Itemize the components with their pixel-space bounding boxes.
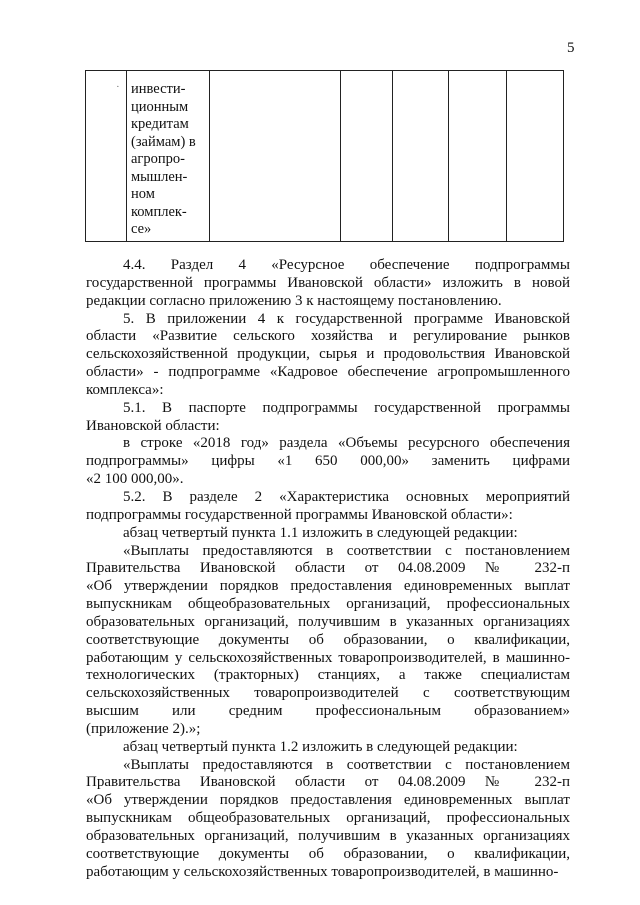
text-line: сельскохозяйственных товаропроизводителей с соответствующим <box>86 685 570 702</box>
text-line: высшим или средним профессиональным образованием» <box>86 703 570 720</box>
text-line: 4.4. Раздел 4 «Ресурсное обеспечение подпрограммы <box>123 257 570 273</box>
paragraph-item-1-2 <box>86 739 570 757</box>
text-line: (приложение 2).»; <box>86 720 201 737</box>
text-line: работающим у сельскохозяйственных товаропроизводителей, в машинно- <box>86 863 559 880</box>
paragraph-5 <box>86 311 570 400</box>
text-line: области «Развитие сельского хозяйства и регулирование рынков <box>86 328 570 345</box>
table-cell-line: ционным <box>131 98 189 115</box>
text-line: редакции согласно приложению 3 к настоящему постановлению. <box>86 292 502 309</box>
text-line: соответствующие документы об образовании, о квалификации, <box>86 631 570 648</box>
text-line: Правительства Ивановской области от 04.08.2009 № 232-п <box>86 560 570 577</box>
table-cell-line: се» <box>131 221 152 237</box>
text-line: «2 100 000,00». <box>86 471 184 488</box>
text-line: «Выплаты предоставляются в соответствии с постановлением <box>123 542 570 559</box>
text-line: работающим у сельскохозяйственных товаропроизводителей, в машинно- <box>86 649 570 666</box>
text-line: в строке «2018 год» раздела «Объемы ресурсного обеспечения <box>123 435 570 452</box>
paragraph-quote-2 <box>86 757 570 882</box>
paragraph-2018-row <box>86 435 570 489</box>
text-line: 5.1. В паспорте подпрограммы государственной программы <box>123 399 570 416</box>
text-line: абзац четвертый пункта 1.2 изложить в следующей редакции: <box>123 738 518 755</box>
text-line: выпускникам общеобразовательных организаций, профессиональных <box>86 810 570 827</box>
table-cell-line: агропро- <box>131 151 185 167</box>
table-cell-empty <box>341 71 393 242</box>
continuation-table <box>85 70 564 242</box>
table-cell-number <box>86 71 127 242</box>
paragraph-item-1-1 <box>86 525 570 543</box>
table-cell-text <box>127 71 209 239</box>
table-mark: · <box>116 81 120 93</box>
table-cell-line: кредитам <box>131 116 189 132</box>
text-line: государственной программы Ивановской области» изложить в новой <box>86 274 570 291</box>
text-line: 5. В приложении 4 к государственной программе Ивановской <box>123 310 570 327</box>
text-line: соответствующие документы об образовании, о квалификации, <box>86 845 570 862</box>
text-line: образовательных организаций, получившим в указанных организациях <box>86 828 570 844</box>
table-cell-empty <box>210 71 341 242</box>
paragraph-4-4 <box>86 257 570 311</box>
table-cell-empty <box>507 71 564 242</box>
text-line: «Об утверждении порядков предоставления единовременных выплат <box>86 578 570 595</box>
text-line: абзац четвертый пункта 1.1 изложить в следующей редакции: <box>123 524 518 541</box>
table-cell-line: ном <box>131 186 155 202</box>
paragraph-5-2 <box>86 489 570 525</box>
text-line: области» - подпрограмме «Кадровое обеспечение агропромышленного <box>86 364 570 381</box>
table-cell-line: мышлен- <box>131 168 188 185</box>
text-line: «Об утверждении порядков предоставления единовременных выплат <box>86 792 570 809</box>
text-line: «Выплаты предоставляются в соответствии с постановлением <box>123 756 570 773</box>
paragraph-quote-1 <box>86 543 570 739</box>
paragraph-5-1 <box>86 400 570 436</box>
text-line: 5.2. В разделе 2 «Характеристика основных мероприятий <box>123 488 570 505</box>
document-body <box>86 257 570 882</box>
table-cell-empty <box>449 71 507 242</box>
text-line: сельскохозяйственной продукции, сырья и продовольствия Ивановской <box>86 346 570 363</box>
page-number: 5 <box>567 40 575 56</box>
text-line: подпрограммы государственной программы Ивановской области»: <box>86 506 513 523</box>
text-line: выпускникам общеобразовательных организаций, профессиональных <box>86 596 570 613</box>
table-cell-name <box>127 71 210 242</box>
text-line: технологических (тракторных) станциях, а также специалистам <box>86 667 570 684</box>
table-cell-line: (займам) в <box>131 133 196 150</box>
table-cell-line: комплек- <box>131 203 187 220</box>
text-line: комплекса»: <box>86 381 164 398</box>
text-line: подпрограммы» цифры «1 650 000,00» заменить цифрами <box>86 453 570 470</box>
text-line: образовательных организаций, получившим в указанных организациях <box>86 613 570 630</box>
table-cell-empty <box>393 71 449 242</box>
table-cell-line: инвести- <box>131 81 186 97</box>
text-line: Правительства Ивановской области от 04.08.2009 № 232-п <box>86 774 570 791</box>
text-line: Ивановской области: <box>86 417 220 434</box>
